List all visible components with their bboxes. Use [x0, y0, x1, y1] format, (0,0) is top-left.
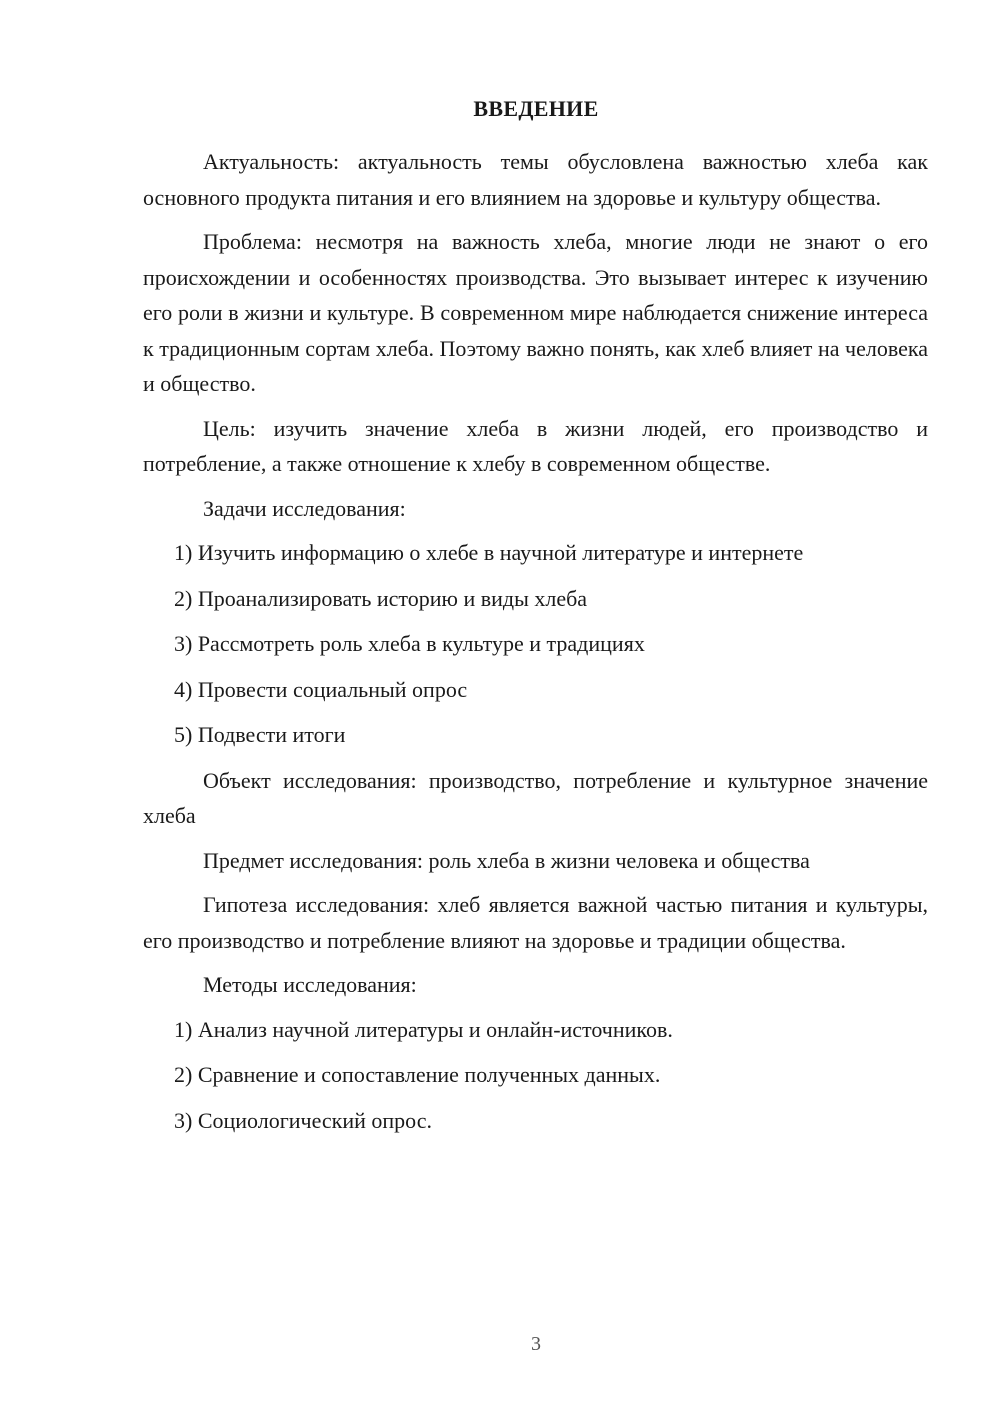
list-item: 3) Рассмотреть роль хлеба в культуре и традициях — [174, 631, 645, 656]
page-number: 3 — [531, 1333, 541, 1355]
methods-list — [143, 1012, 928, 1139]
relevance-paragraph: Актуальность: актуальность темы обусловлена важностью хлеба как основного продукта питания и его влиянием на здоровье и культуру общества. — [143, 149, 928, 210]
tasks-title: Задачи исследования: — [203, 495, 406, 521]
list-item: 2) Проанализировать историю и виды хлеба — [174, 585, 588, 611]
methods-title: Методы исследования: — [203, 972, 417, 997]
hypothesis-paragraph: Гипотеза исследования: хлеб является важной частью питания и культуры, его производство и потребление влияют на здоровье и традиции общества. — [143, 892, 928, 953]
list-item: 5) Подвести итоги — [174, 722, 346, 747]
object-paragraph: Объект исследования: производство, потребление и культурное значение хлеба — [143, 767, 928, 828]
list-item: 2) Сравнение и сопоставление полученных данных. — [174, 1062, 661, 1087]
subject-paragraph: Предмет исследования: роль хлеба в жизни человека и общества — [203, 847, 810, 873]
document-body — [143, 144, 928, 1148]
list-item: 3) Социологический опрос. — [174, 1107, 432, 1133]
list-item: 4) Провести социальный опрос — [174, 676, 468, 702]
section-heading: ВВЕДЕНИЕ — [473, 96, 599, 121]
problem-paragraph: Проблема: несмотря на важность хлеба, многие люди не знают о его происхождении и особенностях производства. Это вызывает интерес к изучению его роли в жизни и культуре. В современном мире наблюдается снижение интереса к традиционным сортам хлеба. Поэтому важно понять, как хлеб влияет на человека и общество. — [143, 229, 928, 396]
list-item: 1) Изучить информацию о хлебе в научной литературе и интернете — [174, 540, 804, 565]
goal-paragraph: Цель: изучить значение хлеба в жизни людей, его производство и потребление, а также отношение к хлебу в современном обществе. — [143, 415, 928, 476]
list-item: 1) Анализ научной литературы и онлайн-источников. — [174, 1016, 673, 1042]
tasks-list — [143, 535, 928, 753]
